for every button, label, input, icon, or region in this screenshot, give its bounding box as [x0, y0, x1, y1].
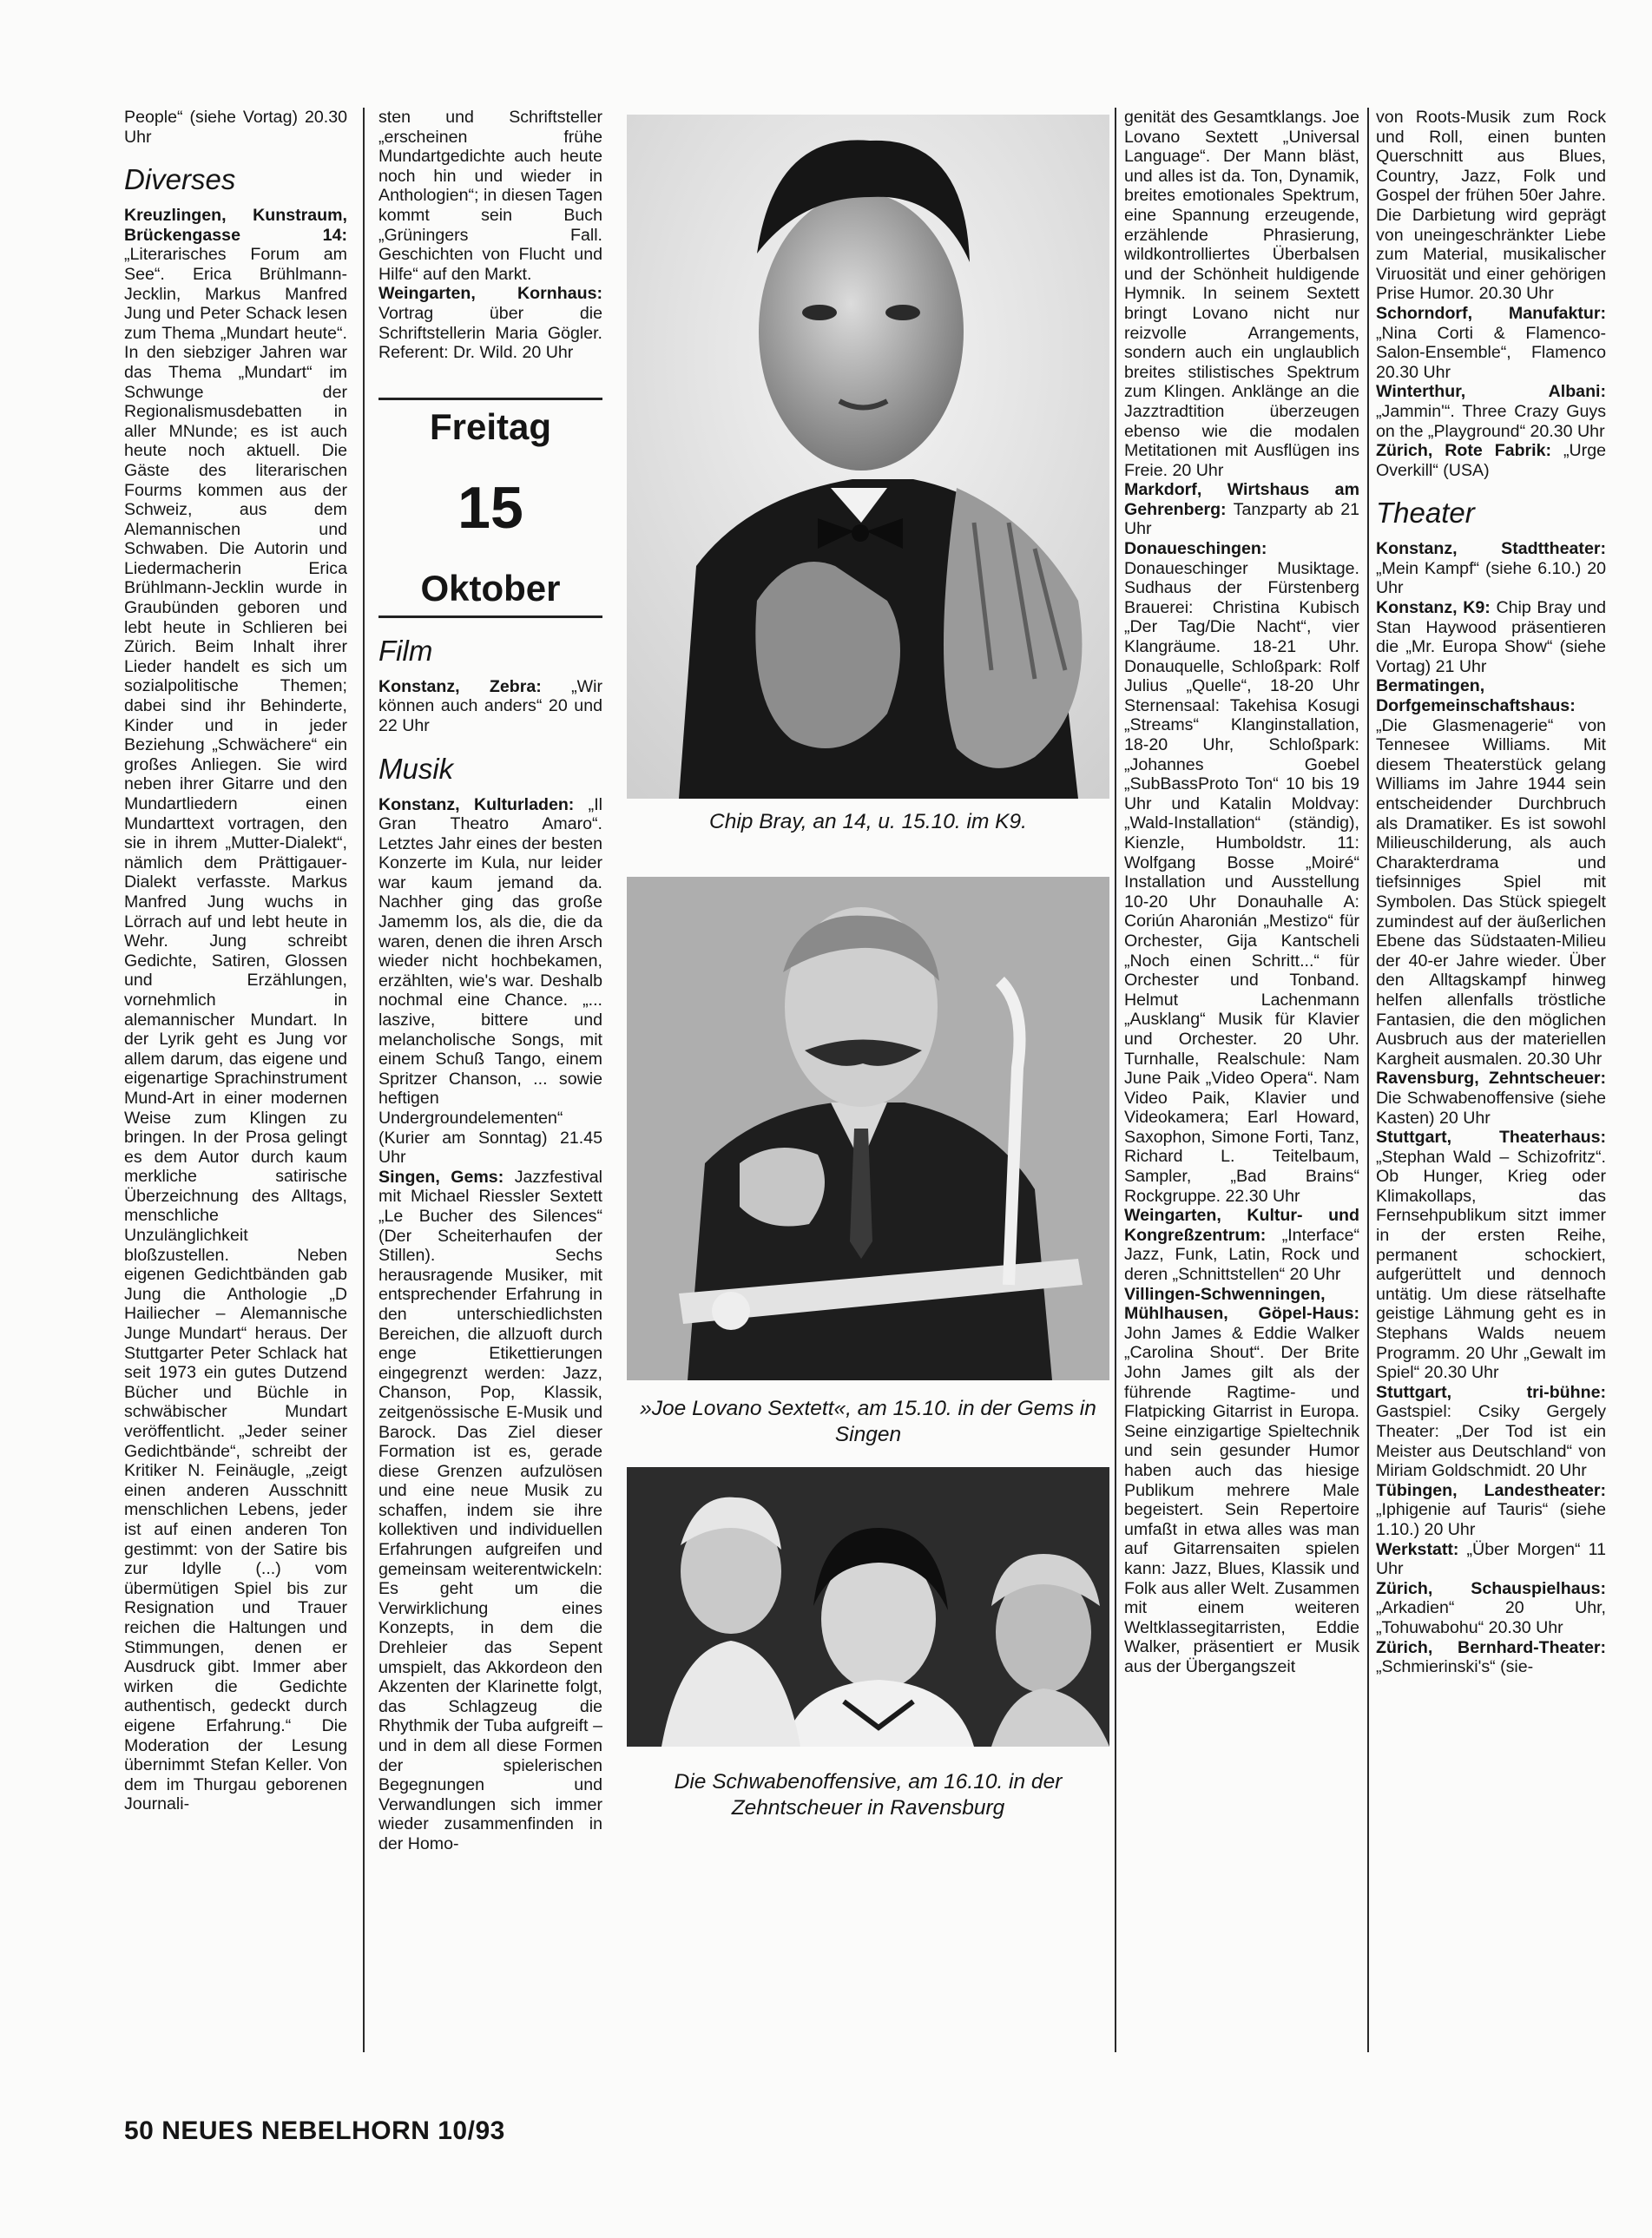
listing-text: „Iphigenie auf Tauris“ (siehe 1.10.) 20 Uhr	[1376, 1500, 1606, 1539]
listing-text: Die Schwabenoffensive (siehe Kasten) 20 Uhr	[1376, 1088, 1606, 1128]
venue: Zürich, Schauspielhaus:	[1376, 1578, 1606, 1598]
listing-entry	[1376, 598, 1606, 676]
photo-chip-bray	[627, 115, 1109, 799]
column-2	[378, 108, 602, 2057]
listing-entry	[1376, 539, 1606, 598]
venue: Zürich, Rote Fabrik:	[1376, 441, 1552, 461]
paragraph: von Roots-Musik zum Rock und Roll, einen bunten Querschnitt aus Blues, Country, Jazz, Folk und Gospel der frühen 50er Jahre. Die Darbietung wird geprägt von uneingeschränkter Liebe zum Material, musikalischer Viruosität und einer gehörigen Prise Humor. 20.30 Uhr	[1376, 108, 1606, 304]
venue: Konstanz, K9:	[1376, 598, 1491, 618]
photo-schwabenoffensive-image	[627, 1467, 1109, 1747]
listing-entry	[378, 677, 602, 736]
listing-entry	[378, 284, 602, 362]
listing-entry	[1376, 676, 1606, 1069]
date-weekday: Freitag	[429, 405, 552, 447]
venue: Winterthur, Albani:	[1376, 382, 1606, 402]
venue: Kreuzlingen, Kunstraum, Brückengasse 14:	[124, 206, 347, 245]
venue: Donaueschingen:	[1124, 539, 1267, 559]
listing-text: „Nina Corti & Flamenco-Salon-Ensemble“, Flamenco 20.30 Uhr	[1376, 323, 1606, 382]
listing-text: Chip Bray und Stan Haywood präsentieren die „Mr. Europa Show“ (siehe Vortag) 21 Uhr	[1376, 598, 1606, 676]
venue: Weingarten, Kultur- und Kongreßzentrum:	[1124, 1206, 1359, 1245]
listing-entry	[124, 206, 347, 1814]
listing-text: „Schmierinski's“ (sie-	[1376, 1657, 1534, 1677]
caption-photo-1: Chip Bray, an 14, u. 15.10. im K9.	[709, 810, 1027, 833]
listing-entry	[1376, 304, 1606, 382]
venue: Villingen-Schwenningen, Mühlhausen, Göpel-Haus:	[1124, 1284, 1359, 1324]
listing-entry	[1376, 1069, 1606, 1128]
column-5	[1376, 108, 1606, 2057]
page-footer: 50 NEUES NEBELHORN 10/93	[124, 2116, 505, 2145]
listing-text: „Literarisches Forum am See“. Erica Brühlmann-Jecklin, Markus Manfred Jung und Peter Schack lesen zum Thema „Mundart heute“. In den siebziger Jahren war das Thema „Mundart“ im Schwunge der Regionalismusdebatten in aller MNunde; es ist auch heute noch aktuell. Die Gäste des literarischen Fourms kommen aus der Schweiz, aus dem Alemannischen und Schwaben. Die Autorin und Liedermacherin Erica Brühlmann-Jecklin wurde in Graubünden geboren und lebt heute in Schlieren bei Zürich. Beim Inhalt ihrer Lieder handelt es sich um sozialpolitische Themen; dabei sind ihr Behinderte, Kinder und in jeder Beziehung „Schwächere“ ein großes Anliegen. Sie wird neben ihrer Gitarre und den Mundartliedern einen Mundarttext vortragen, den sie in ihrem „Mutter-Dialekt“, nämlich dem Prättigauer-Dialekt verfasste. Markus Manfred Jung wuchs in Lörrach auf und lebt heute in Wehr. Jung schreibt Gedichte, Satiren, Glossen und Erzählungen, vornehmlich in alemannischer Mundart. In der Lyrik geht es Jung vor allem darum, das eigene und eigenartige Sprachinstrument Mund-Art in einer modernen Weise zum Klingen zu bringen. In der Prosa gelingt es dem Autor durch kaum merkliche satirische Überzeichnung des Alltags, menschliche Unzulänglichkeit bloßzustellen. Neben eigenen Gedichtbänden gab Jung die Anthologie „D Hailiecher – Alemannische Junge Mundart“ heraus. Der Stuttgarter Peter Schlack hat seit 1973 ein gutes Dutzend Bücher und Büchle in schwäbischer Mundart veröffentlicht. „Jeder seiner Gedichtbände“, schreibt der Kritiker N. Feinäugle, „zeigt einen anderen Ausschnitt menschlichen Lebens, jeder ist auf einen anderen Ton gestimmt: von der Satire bis zur Idylle (...) vom übermütigen Spiel bis zur Resignation und Trauer reichen die Haltungen und Stimmungen, denen er Ausdruck gibt. Immer aber wirken die Gedichte authentisch, gedeckt durch eigene Erfahrung.“ Die Moderation der Lesung übernimmt Stefan Keller. Von dem im Thurgau geborenen Journali-	[124, 245, 347, 1814]
listing-entry	[1124, 539, 1359, 1206]
section-heading-film: Film	[378, 634, 433, 667]
venue: Schorndorf, Manufaktur:	[1376, 303, 1606, 323]
caption-photo-2: »Joe Lovano Sextett«, am 15.10. in der Gems in Singen	[640, 1397, 1096, 1446]
listing-text: „Il Gran Theatro Amaro“. Letztes Jahr eines der besten Konzerte im Kula, nur leider war kaum jemand da. Nachher ging das große Jamemm los, als die, die da waren, denen die ihren Arsch wieder nicht hochbekamen, erzählten, wie's war. Deshalb nochmal eine Chance. „... laszive, bittere und melancholische Songs, mit einem Schuß Tango, einem Spritzer Chanson, ... sowie heftigen Undergroundelementen“ (Kurier am Sonntag) 21.45 Uhr	[378, 794, 602, 1168]
listing-entry	[1376, 441, 1606, 480]
listing-entry	[1376, 1128, 1606, 1383]
listing-text: „Wir können auch anders“ 20 und 22 Uhr	[378, 676, 602, 735]
listing-entry	[378, 1168, 602, 1854]
venue: Zürich, Bernhard-Theater:	[1376, 1637, 1606, 1657]
photo-joe-lovano	[627, 877, 1109, 1380]
column-rule	[1367, 108, 1369, 2052]
listing-text: „Über Morgen“ 11 Uhr	[1376, 1539, 1606, 1579]
listing-entry	[1376, 1579, 1606, 1638]
paragraph: sten und Schriftsteller „erscheinen frühe Mundartgedichte auch heute noch hin und wieder in Anthologien“; in diesen Tagen kommt sein Buch „Grüningers Fall. Geschichten von Flucht und Hilfe“ auf den Markt.	[378, 108, 602, 284]
listing-entry	[1376, 1481, 1606, 1540]
venue: Konstanz, Stadttheater:	[1376, 539, 1606, 559]
listing-text: „Interface“ Jazz, Funk, Latin, Rock und deren „Schnittstellen“ 20 Uhr	[1124, 1225, 1359, 1285]
listing-entry	[1376, 1383, 1606, 1481]
listing-text: Donaueschinger Musiktage. Sudhaus der Fürstenberg Brauerei: Christina Kubisch „Der Tag/Die Nacht“, vier Klangräume. 18-21 Uhr. Donauquelle, Schloßpark: Rolf Julius „Quelle“, 18-20 Uhr Sternensaal: Takehisa Kosugi „Streams“ Klanginstallation, 18-20 Uhr, Schloßpark: „Johannes Goebel „SubBassProto Ton“ 10 bis 19 Uhr und Katalin Moldvay: „Wald-Installation“ (ständig), Kienzle, Humboldstr. 11: Wolfgang Bosse „Moiré“ Installation und Ausstellung 10-20 Uhr Donauhalle A: Coriún Aharonián „Mestizo“ für Orchester, Gija Kantscheli „Noch einen Schritt...“ für Orchester und Tonband. Helmut Lachenmann „Ausklang“ Musik für Klavier und Orchester. 20 Uhr. Turnhalle, Realschule: Nam June Paik „Video Opera“. Nam Video Paik, Klavier und Videokamera; Earl Howard, Saxophon, Simone Forti, Tanz, Richard L. Teitelbaum, Sampler, „Bad Brains“ Rockgruppe. 22.30 Uhr	[1124, 558, 1359, 1206]
listing-text: „Die Glasmenagerie“ von Tennesee Williams. Mit diesem Theaterstück gelang Williams im Jahre 1944 sein entscheidender Durchbruch als Dramatiker. Es ist sowohl Milieuschilderung, als auch Charakterdrama und tiefsinniges Spiel mit Symbolen. Das Stück spiegelt zumindest auf der äußerlichen Ebene das Südstaaten-Milieu der 40-er Jahre wieder. Über den Alltagskampf hinweg helfen allenfalls tröstliche Fantasien, die den möglichen Ausbruch aus der materiellen Kargheit ausmalen. 20.30 Uhr	[1376, 715, 1606, 1069]
venue: Bermatingen, Dorfgemeinschaftshaus:	[1376, 676, 1576, 716]
listing-text: „Arkadien“ 20 Uhr, „Tohuwabohu“ 20.30 Uhr	[1376, 1598, 1606, 1637]
paragraph: genität des Gesamtklangs. Joe Lovano Sextett „Universal Language“. Der Mann bläst, und alles ist da. Ton, Dynamik, breites emotionales Spektrum, eine Spannung erzeugende, erzählende Phrasierung, wildkontrolliertes Überbalsen und der Schönheit huldigende Hymnik. In seinem Sextett bringt Lovano nicht nur reizvolle Arrangements, sondern auch ein unglaublich breites stilistisches Spektrum zum Klingen. Anklänge an die Jazztradtition überzeugen ebenso wie die modalen Metitationen mit Ausflügen ins Freie. 20 Uhr	[1124, 108, 1359, 480]
listing-entry	[1376, 1540, 1606, 1579]
listing-entry	[1376, 382, 1606, 441]
photo-schwabenoffensive	[627, 1467, 1109, 1747]
photo-chip-bray-image	[627, 115, 1109, 799]
date-month: Oktober	[420, 567, 561, 609]
venue: Markdorf, Wirtshaus am Gehrenberg:	[1124, 480, 1359, 519]
listing-text: Vortrag über die Schriftstellerin Maria Gögler. Referent: Dr. Wild. 20 Uhr	[378, 303, 602, 363]
venue: Singen, Gems:	[378, 1167, 504, 1187]
column-rule	[363, 108, 365, 2052]
venue: Ravensburg, Zehntscheuer:	[1376, 1069, 1606, 1089]
date-day: 15	[457, 474, 523, 541]
venue: Stuttgart, tri-bühne:	[1376, 1382, 1606, 1402]
listing-entry	[1124, 1206, 1359, 1284]
venue: Werkstatt:	[1376, 1539, 1459, 1559]
venue: Tübingen, Landestheater:	[1376, 1480, 1606, 1500]
venue: Stuttgart, Theaterhaus:	[1376, 1128, 1606, 1148]
listing-text: „Mein Kampf“ (siehe 6.10.) 20 Uhr	[1376, 558, 1606, 598]
listing-text: John James & Eddie Walker „Carolina Shout“. Der Brite John James gilt als der führende Ragtime- und Flatpicking Gitarrist in Europa. Seine einzigartige Spieltechnik und sein gesunder Humor haben auch das hiesige Publikum mehrere Male begeistert. Sein Repertoire umfaßt in etwa alles was man auf Gitarrensaiten spielen kann: Jazz, Blues, Klassik und Folk aus aller Welt. Zusammen mit einem weiteren Weltklassegitarristen, Eddie Walker, präsentiert er Musik aus der Übergangszeit	[1124, 1323, 1359, 1676]
listing-text: „Jammin'“. Three Crazy Guys on the „Playground“ 20.30 Uhr	[1376, 401, 1606, 441]
listing-text: „Stephan Wald – Schizofritz“. Ob Hunger, Krieg oder Klimakollaps, das Fernsehpublikum sitzt immer in der ersten Reihe, permanent schockiert, aufgerüttelt und dennoch untätig. Um diese rätselhafte geistige Lähmung geht es in Stephans Walds neuem Programm. 20 Uhr „Gewalt im Spiel“ 20.30 Uhr	[1376, 1147, 1606, 1383]
column-rule	[1115, 108, 1116, 2052]
date-header	[378, 398, 602, 618]
listing-text: „Urge Overkill“ (USA)	[1376, 441, 1606, 480]
paragraph: People“ (siehe Vortag) 20.30 Uhr	[124, 108, 347, 147]
listing-text: Tanzparty ab 21 Uhr	[1124, 499, 1359, 539]
section-heading-diverses: Diverses	[124, 163, 236, 196]
listing-text: Gastspiel: Csiky Gergely Theater: „Der Tod ist ein Meister aus Deutschland“ von Miriam Goldschmidt. 20 Uhr	[1376, 1402, 1606, 1481]
column-4	[1124, 108, 1359, 2057]
listing-entry	[1376, 1638, 1606, 1677]
venue: Weingarten, Kornhaus:	[378, 284, 602, 304]
listing-text: Jazzfestival mit Michael Riessler Sextett „Le Bucher des Silences“ (Der Scheiterhaufen der Stillen). Sechs herausragende Musiker, mit entsprechender Erfahrung in den unterschiedlichsten Bereichen, die allzuoft durch enge Etikettierungen eingegrenzt werden: Jazz, Chanson, Pop, Klassik, zeitgenössische E-Musik und Barock. Das Ziel dieser Formation ist es, gerade diese Grenzen aufzulösen und eine neue Musik zu schaffen, indem sie ihre kollektiven und individuellen Erfahrungen aufgreifen und gemeinsam weiterentwickeln: Es geht um die Verwirklichung eines Konzepts, in dem die Drehleier das Sepent umspielt, das Akkordeon den Akzenten der Klarinette folgt, das Schlagzeug die Rhythmik der Tuba aufgreift – und in dem all diese Formen der spielerischen Begegnungen und Verwandlungen sich immer wieder zusammenfinden in der Homo-	[378, 1167, 602, 1853]
caption-photo-3: Die Schwabenoffensive, am 16.10. in der Zehntscheuer in Ravensburg	[674, 1770, 1063, 1820]
column-1	[124, 108, 347, 2057]
listing-entry	[1124, 1285, 1359, 1677]
listing-entry	[1124, 480, 1359, 539]
venue: Konstanz, Kulturladen:	[378, 794, 575, 814]
photo-joe-lovano-image	[627, 877, 1109, 1380]
section-heading-theater: Theater	[1376, 497, 1475, 530]
venue: Konstanz, Zebra:	[378, 676, 542, 696]
section-heading-musik: Musik	[378, 752, 454, 785]
listing-entry	[378, 795, 602, 1168]
